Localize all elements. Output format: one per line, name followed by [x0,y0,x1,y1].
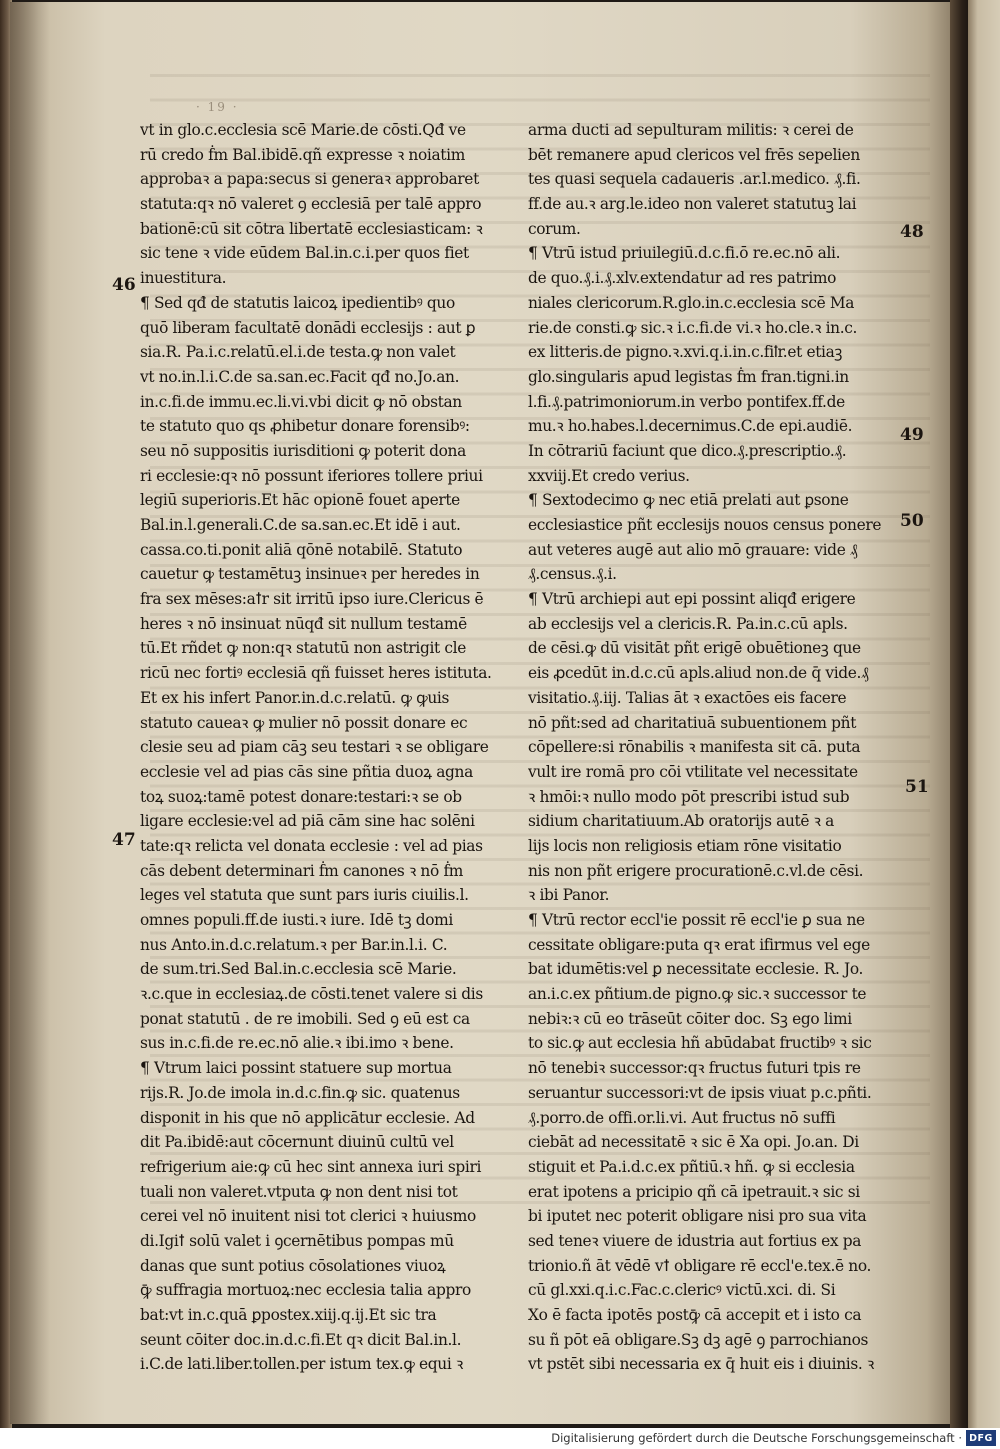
text-line: dit Pa.ibidē:aut cōcernunt diuinū cultū vel [140,1133,454,1152]
text-line: di.Igiꝉ solū valet i ꝯcernētibus pompas mū [140,1231,454,1250]
dfg-logo: DFG [966,1430,996,1446]
margin-number-49: 49 [900,425,924,445]
text-line: seu nō suppositis iurisditioni ꝙ poterit dona [140,441,466,460]
text-line: niales clericorum.R.glo.in.c.ecclesia scē Ma [528,293,855,312]
text-line: ab ecclesijs vel a clericis.R. Pa.in.c.cū apls. [528,614,848,633]
text-line: rū credo ḟm Bal.ibidē.qñ expresse ꝛ noiatim [140,145,465,164]
text-line: disponit in his que nō applicātur ecclesie. Ad [140,1108,475,1127]
margin-number-48: 48 [900,222,924,242]
text-line: statuta:qꝛ nō valeret ꝯ ecclesiā per talē appro [140,195,482,214]
text-line: seruantur successori:vt de ipsis viuat p.c.pñti. [528,1083,872,1102]
text-line: vt no.in.l.i.C.de sa.san.ec.Facit qđ no.Jo.an. [140,367,460,386]
text-line: tuali non valeret.vtputa ꝙ non dent nisi tot [140,1182,458,1201]
text-line: quō liberam facultatē donādi ecclesijs : aut ꝑ [140,318,476,337]
funding-notice: Digitalisierung gefördert durch die Deutsche Forschungsgemeinschaft · [551,1431,962,1445]
text-line: ex litteris.de pigno.ꝛ.xvi.q.i.in.c.fiꝉr.et etiaꝫ [528,343,842,362]
text-line: danas que sunt potius cōsolationes viuoꝝ [140,1256,446,1275]
text-line: sidium charitatiuum.Ab oratorijs autē ꝛ a [528,812,834,831]
text-line: ¶ Vtrum laici possint statuere sup mortua [140,1059,452,1078]
text-line: cauetur ꝙ testamētuꝫ insinueꝛ per heredes in [140,565,480,584]
text-line: ¶ Vtrū archiepi aut epi possint aliqđ erigere [528,590,856,609]
text-line: de quo.₰.i.₰.xlv.extendatur ad res patrimo [528,269,837,288]
text-line: rie.de consti.ꝙ sic.ꝛ i.c.fi.de vi.ꝛ ho.cle.ꝛ in.c. [528,318,858,337]
page-shadow [10,2,50,1424]
text-line: ¶ Sed qđ de statutis laicoꝝ ipedientibꝰ quo [140,293,455,312]
text-line: vt in glo.c.ecclesia scē Marie.de cōsti.Qđ ve [140,121,466,139]
text-line: sus in.c.fi.de re.ec.nō alie.ꝛ ibi.imo ꝛ bene. [140,1034,454,1053]
text-line: nus Anto.in.d.c.relatum.ꝛ per Bar.in.l.i. C. [140,935,448,954]
text-line: cerei vel nō inuitent nisi tot clerici ꝛ huiusmo [140,1207,476,1226]
text-line: Et ex his infert Panor.in.d.c.relatū. ꝙ ꝙuis [140,688,450,707]
text-line: ꝛ ibi Panor. [528,886,610,905]
text-line: cās debent determinari ḟm canones ꝛ nō ḟm [140,861,464,880]
text-line: In cōtrariū faciunt que dico.₰.prescriptio.₰. [528,441,847,460]
text-line: toꝝ suoꝝ:tamē potest donare:testari:ꝛ se ob [140,787,462,806]
text-line: statuto caueaꝛ ꝙ mulier nō possit donare ec [140,713,468,732]
text-line: clesie seu ad piam cāꝫ seu testari ꝛ se obligare [140,738,489,757]
text-line: ¶ Vtrū istud priuilegiū.d.c.fi.ō re.ec.nō ali. [528,244,841,263]
next-page-edge [968,0,1000,1428]
text-line: ligare ecclesie:vel ad piā cām sine hac solēni [140,812,475,831]
text-line: ¶ Vtrū rector eccl'ie possit rē eccl'ie ꝑ sua ne [528,911,865,929]
text-line: l.fi.₰.patrimoniorum.in verbo pontifex.ff.de [528,392,845,411]
text-line: mu.ꝛ ho.habes.l.decernimus.C.de epi.audiē. [528,417,853,436]
text-line: heres ꝛ nō insinuat nūqđ sit nullum testamē [140,614,467,633]
text-line: cū gl.xxi.q.i.c.Fac.c.clericꝰ victū.xci. di. Si [528,1281,836,1300]
text-line: nis non pñt erigere procurationē.c.vl.de cēsi. [528,861,864,880]
left-text-column [140,118,510,1377]
text-line: vt pstēt sibi necessaria ex q̄ huit eis i diuinis. ꝛ [528,1355,874,1374]
text-line: bat idumētis:vel ꝑ necessitate ecclesie. R. Jo. [528,960,864,979]
text-line: to sic.ꝙ aut ecclesia hñ abūdabat fructibꝰ ꝛ sic [528,1034,872,1053]
text-line: ₰.porro.de offi.or.li.vi. Aut fructus nō suffi [528,1108,836,1127]
text-line: sia.R. Pa.i.c.relatū.el.i.de testa.ꝙ non valet [140,343,456,362]
text-line: ponat statutū . de re imobili. Sed ꝯ eū est ca [140,1009,470,1028]
text-line: te statuto quo qs ꝓhibetur donare forensibꝰ: [140,417,470,436]
text-line: sic tene ꝛ vide eūdem Bal.in.c.i.per quos fiet [140,244,469,263]
text-line: stiguit et Pa.i.d.c.ex pñtiū.ꝛ hñ. ꝙ si ecclesia [528,1157,855,1176]
text-line: vult ire romā pro cōi vtilitate vel necessitate [528,762,858,781]
page-header-mark: · 19 · [196,100,239,114]
text-line: aut veteres augē aut alio mō grauare: vide ₰ [528,540,858,559]
text-line: visitatio.₰.iij. Talias āt ꝛ exactōes eis facere [528,688,847,707]
text-line: corum. [528,219,581,238]
text-line: fra sex mēses:aꝉr sit irritū ipso iure.Clericus ē [140,590,484,609]
text-line: ꝛ.c.que in ecclesiaꝝ.de cōsti.tenet valere si dis [140,985,483,1004]
text-line: an.i.c.ex pñtium.de pigno.ꝙ sic.ꝛ successor te [528,985,867,1004]
text-line: bationē:cū sit cōtra libertatē ecclesiasticam: ꝛ [140,219,483,238]
text-line: arma ducti ad sepulturam militis: ꝛ cerei de [528,121,854,139]
text-line: de cēsi.ꝙ dū visitāt pñt erigē obuētioneꝫ que [528,639,861,658]
text-line: ricū nec fortiꝰ ecclesiā qñ fuisset heres istituta. [140,664,492,683]
text-line: cessitate obligare:puta qꝛ erat ifirmus vel ege [528,935,870,954]
text-line: erat ipotens a pricipio qñ cā ipetrauit.ꝛ sic si [528,1182,860,1201]
footer-bar [0,1428,1000,1449]
text-line: ri ecclesie:qꝛ nō possunt iferiores tollere priui [140,466,483,485]
text-line: ¶ Sextodecimo ꝙ nec etiā prelati aut ꝑsone [528,491,849,510]
text-line: ꝛ hmōi:ꝛ nullo modo pōt prescribi istud sub [528,787,850,806]
text-line: ff.de au.ꝛ arg.le.ideo non valeret statutuꝫ lai [528,195,857,214]
text-line: i.C.de lati.liber.tollen.per istum tex.ꝙ equi ꝛ [140,1355,463,1374]
text-line: bat:vt in.c.quā ꝑpostex.xiij.q.ij.Et sic tra [140,1306,437,1324]
margin-number-51: 51 [905,777,929,797]
text-line: ciebāt ad necessitatē ꝛ sic ē Xa opi. Jo.an. Di [528,1133,859,1152]
text-line: inuestitura. [140,269,227,288]
text-line: glo.singularis apud legistas ḟm fran.tigni.in [528,367,849,386]
text-line: Bal.in.l.generali.C.de sa.san.ec.Et idē i aut. [140,516,461,534]
text-line: bēt remanere apud clericos vel frēs sepelien [528,145,860,164]
text-line: lijs locis non religiosis etiam rōne visitatio [528,836,842,855]
text-line: refrigerium aie:ꝙ cū hec sint annexa iuri spiri [140,1157,482,1176]
text-line: ecclesie vel ad pias cās sine pñtia duoꝝ agna [140,762,473,781]
right-text-column [528,118,908,1377]
text-line: su ñ pōt eā obligare.Sꝫ dꝫ agē ꝯ parrochianos [528,1330,869,1349]
text-line: omnes populi.ff.de iusti.ꝛ iure. Idē tꝫ domi [140,911,453,929]
text-line: seunt cōiter doc.in.d.c.fi.Et qꝛ dicit Bal.in.l. [140,1330,462,1349]
text-line: cōpellere:si rōnabilis ꝛ manifesta sit cā. puta [528,738,861,757]
text-line: de sum.tri.Sed Bal.in.c.ecclesia scē Marie. [140,960,457,979]
text-line: in.c.fi.de immu.ec.li.vi.vbi dicit ꝙ nō obstan [140,392,462,411]
text-line: cassa.co.ti.ponit aliā qōnē notabilē. Statuto [140,540,463,559]
text-line: tate:qꝛ relicta vel donata ecclesie : vel ad pias [140,836,483,855]
text-line: nō tenebiꝛ successor:qꝛ fructus futuri tpis re [528,1059,861,1078]
text-line: leges vel statuta que sunt pars iuris ciuilis.l. [140,886,469,905]
margin-number-46: 46 [112,275,136,295]
text-line: xxviij.Et credo verius. [528,466,690,485]
text-line: approbaꝛ a papa:secus si generaꝛ approbaret [140,170,479,189]
text-line: Xo ē facta ipotēs postꝙ̄ cā accepit et i isto ca [528,1306,862,1324]
text-line: tū.Et rñdet ꝙ non:qꝛ statutū non astrigit cle [140,639,466,658]
text-line: rijs.R. Jo.de imola in.d.c.fin.ꝙ sic. quatenus [140,1083,460,1102]
margin-number-47: 47 [112,830,136,850]
text-line: legiū superioris.Et hāc opionē fouet aperte [140,491,460,510]
text-line: eis ꝓcedūt in.d.c.cū apls.aliud non.de q̄ vide.₰ [528,664,869,683]
text-line: ecclesiastice pñt ecclesijs nouos census ponere [528,516,882,534]
text-line: ₰.census.₰.i. [528,565,617,584]
text-line: trionio.ñ āt vēdē vꝉ obligare rē eccl'e.tex.ē no. [528,1256,872,1275]
book-gutter [950,0,970,1428]
text-line: bi iputet nec poterit obligare nisi pro sua vita [528,1207,867,1226]
text-line: nebiꝛ:ꝛ cū eo trāseūt cōiter doc. Sꝫ ego limi [528,1009,852,1028]
text-line: ꝙ̄ suffragia mortuoꝝ:nec ecclesia talia appro [140,1281,471,1300]
margin-number-50: 50 [900,511,924,531]
text-line: sed teneꝛ viuere de idustria aut fortius ex pa [528,1231,862,1250]
text-line: nō pñt:sed ad charitatiuā subuentionem pñt [528,713,857,732]
text-line: tes quasi sequela cadaueris .ar.l.medico. ₰.fi. [528,170,861,189]
